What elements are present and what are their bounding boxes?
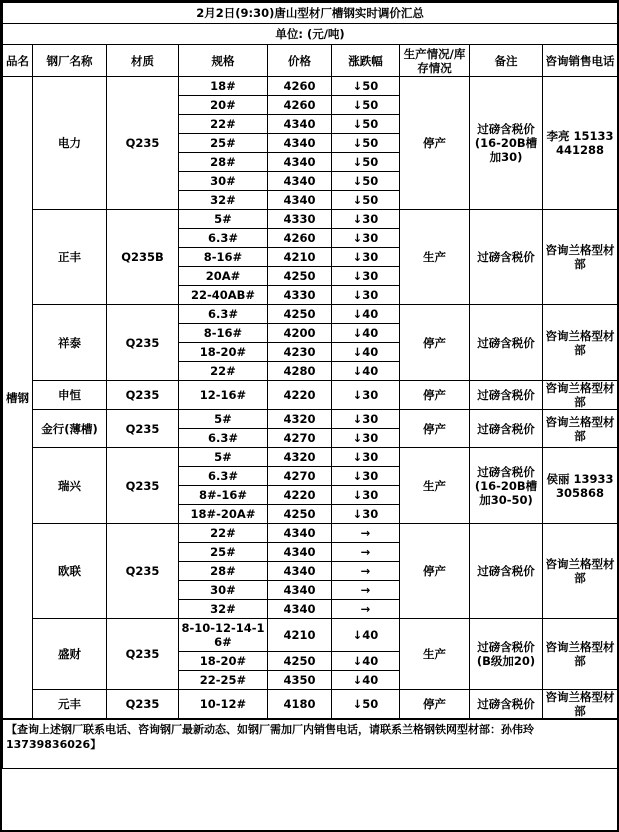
material-cell: Q235 [107,305,179,381]
price-cell: 4220 [268,381,332,410]
price-cell: 4340 [268,581,332,600]
change-cell: ↓50 [332,172,400,191]
contact-cell: 侯丽 13933305868 [543,448,618,524]
contact-cell: 咨询兰格型材部 [543,381,618,410]
header-status: 生产情况/库存情况 [400,45,470,77]
table-row [3,619,618,652]
contact-cell: 咨询兰格型材部 [543,305,618,381]
change-cell: ↓30 [332,267,400,286]
price-cell: 4340 [268,600,332,619]
footer-note: 【查询上述钢厂联系电话、咨询钢厂最新动态、如钢厂需加厂内销售电话，请联系兰格钢铁网型材部：孙伟玲13739836026】 [3,720,618,769]
change-cell: → [332,562,400,581]
mill-name-cell: 正丰 [33,210,107,305]
price-cell: 4180 [268,690,332,719]
spec-cell: 6.3# [179,229,268,248]
spec-cell: 12-16# [179,381,268,410]
mill-name-cell: 盛财 [33,619,107,690]
price-cell: 4340 [268,172,332,191]
price-cell: 4320 [268,448,332,467]
price-cell: 4250 [268,505,332,524]
status-cell: 生产 [400,619,470,690]
price-cell: 4340 [268,191,332,210]
price-cell: 4340 [268,543,332,562]
price-cell: 4340 [268,115,332,134]
status-cell: 停产 [400,381,470,410]
title-row [3,3,618,24]
spec-cell: 30# [179,172,268,191]
price-cell: 4260 [268,229,332,248]
spec-cell: 5# [179,210,268,229]
change-cell: ↓30 [332,429,400,448]
price-cell: 4320 [268,410,332,429]
change-cell: ↓30 [332,248,400,267]
price-cell: 4230 [268,343,332,362]
status-cell: 停产 [400,410,470,448]
change-cell: ↓50 [332,77,400,96]
change-cell: ↓30 [332,467,400,486]
mill-name-cell: 申恒 [33,381,107,410]
price-cell: 4200 [268,324,332,343]
spec-cell: 18-20# [179,343,268,362]
material-cell: Q235 [107,77,179,210]
change-cell: ↓30 [332,229,400,248]
change-cell: ↓40 [332,619,400,652]
remark-cell: 过磅含税价(16-20B槽加30-50) [470,448,543,524]
spec-cell: 28# [179,153,268,172]
status-cell: 停产 [400,305,470,381]
change-cell: ↓50 [332,191,400,210]
price-cell: 4340 [268,134,332,153]
spec-cell: 32# [179,191,268,210]
table-row [3,381,618,410]
spec-cell: 5# [179,448,268,467]
header-row [3,45,618,77]
material-cell: Q235B [107,210,179,305]
change-cell: ↓50 [332,690,400,719]
spec-cell: 8-16# [179,324,268,343]
mill-name-cell: 瑞兴 [33,448,107,524]
spec-cell: 10-12# [179,690,268,719]
unit-label: 单位: (元/吨) [3,24,618,45]
header-spec: 规格 [179,45,268,77]
header-contact: 咨询销售电话 [543,45,618,77]
contact-cell: 咨询兰格型材部 [543,619,618,690]
price-cell: 4260 [268,77,332,96]
change-cell: ↓40 [332,671,400,690]
change-cell: ↓50 [332,115,400,134]
spec-cell: 8-16# [179,248,268,267]
spec-cell: 5# [179,410,268,429]
spec-cell: 6.3# [179,467,268,486]
contact-cell: 咨询兰格型材部 [543,524,618,619]
price-cell: 4250 [268,652,332,671]
change-cell: → [332,600,400,619]
table-row [3,210,618,229]
price-cell: 4340 [268,562,332,581]
contact-cell: 李亮 15133441288 [543,77,618,210]
change-cell: ↓30 [332,210,400,229]
footer-row [3,720,618,769]
status-cell: 生产 [400,210,470,305]
spec-cell: 28# [179,562,268,581]
status-cell: 生产 [400,448,470,524]
price-cell: 4270 [268,429,332,448]
price-cell: 4260 [268,96,332,115]
remark-cell: 过磅含税价(16-20B槽加30) [470,77,543,210]
table-row [3,448,618,467]
spec-cell: 22-40AB# [179,286,268,305]
price-cell: 4220 [268,486,332,505]
spec-cell: 25# [179,134,268,153]
remark-cell: 过磅含税价 [470,524,543,619]
material-cell: Q235 [107,619,179,690]
material-cell: Q235 [107,448,179,524]
status-cell: 停产 [400,77,470,210]
spec-cell: 18#-20A# [179,505,268,524]
remark-cell: 过磅含税价(B级加20) [470,619,543,690]
product-name-cell: 槽钢 [3,77,33,719]
change-cell: → [332,524,400,543]
spec-cell: 25# [179,543,268,562]
material-cell: Q235 [107,410,179,448]
material-cell: Q235 [107,690,179,719]
change-cell: → [332,581,400,600]
header-product: 品名 [3,45,33,77]
remark-cell: 过磅含税价 [470,690,543,719]
price-table [2,2,618,719]
spec-cell: 20# [179,96,268,115]
mill-name-cell: 电力 [33,77,107,210]
remark-cell: 过磅含税价 [470,410,543,448]
contact-cell: 咨询兰格型材部 [543,210,618,305]
change-cell: ↓40 [332,362,400,381]
footer-table [2,719,618,769]
contact-cell: 咨询兰格型材部 [543,410,618,448]
change-cell: ↓40 [332,652,400,671]
table-row [3,305,618,324]
change-cell: ↓30 [332,286,400,305]
header-material: 材质 [107,45,179,77]
spec-cell: 8#-16# [179,486,268,505]
table-row [3,410,618,429]
spec-cell: 20A# [179,267,268,286]
change-cell: ↓50 [332,134,400,153]
unit-row [3,24,618,45]
change-cell: ↓30 [332,505,400,524]
spec-cell: 8-10-12-14-16# [179,619,268,652]
mill-name-cell: 欧联 [33,524,107,619]
header-remark: 备注 [470,45,543,77]
change-cell: → [332,543,400,562]
price-cell: 4350 [268,671,332,690]
spec-cell: 22# [179,362,268,381]
price-cell: 4340 [268,524,332,543]
change-cell: ↓30 [332,486,400,505]
spec-cell: 6.3# [179,305,268,324]
price-cell: 4330 [268,286,332,305]
spec-cell: 32# [179,600,268,619]
status-cell: 停产 [400,524,470,619]
spec-cell: 18# [179,77,268,96]
mill-name-cell: 元丰 [33,690,107,719]
material-cell: Q235 [107,524,179,619]
price-cell: 4250 [268,267,332,286]
price-cell: 4330 [268,210,332,229]
spec-cell: 22-25# [179,671,268,690]
header-mill: 钢厂名称 [33,45,107,77]
material-cell: Q235 [107,381,179,410]
change-cell: ↓30 [332,410,400,429]
change-cell: ↓40 [332,305,400,324]
price-cell: 4210 [268,248,332,267]
remark-cell: 过磅含税价 [470,381,543,410]
change-cell: ↓30 [332,381,400,410]
status-cell: 停产 [400,690,470,719]
change-cell: ↓50 [332,96,400,115]
table-row [3,77,618,96]
spec-cell: 18-20# [179,652,268,671]
price-cell: 4280 [268,362,332,381]
price-cell: 4340 [268,153,332,172]
header-price: 价格 [268,45,332,77]
price-cell: 4210 [268,619,332,652]
change-cell: ↓40 [332,343,400,362]
spec-cell: 22# [179,115,268,134]
price-cell: 4250 [268,305,332,324]
spec-cell: 30# [179,581,268,600]
table-row [3,690,618,719]
mill-name-cell: 祥泰 [33,305,107,381]
table-body [3,3,618,719]
page-title: 2月2日(9:30)唐山型材厂槽钢实时调价汇总 [3,3,618,24]
price-cell: 4270 [268,467,332,486]
spec-cell: 22# [179,524,268,543]
remark-cell: 过磅含税价 [470,305,543,381]
change-cell: ↓40 [332,324,400,343]
spec-cell: 6.3# [179,429,268,448]
table-row [3,524,618,543]
remark-cell: 过磅含税价 [470,210,543,305]
mill-name-cell: 金行(薄槽) [33,410,107,448]
header-change: 涨跌幅 [332,45,400,77]
change-cell: ↓50 [332,153,400,172]
contact-cell: 咨询兰格型材部 [543,690,618,719]
change-cell: ↓30 [332,448,400,467]
